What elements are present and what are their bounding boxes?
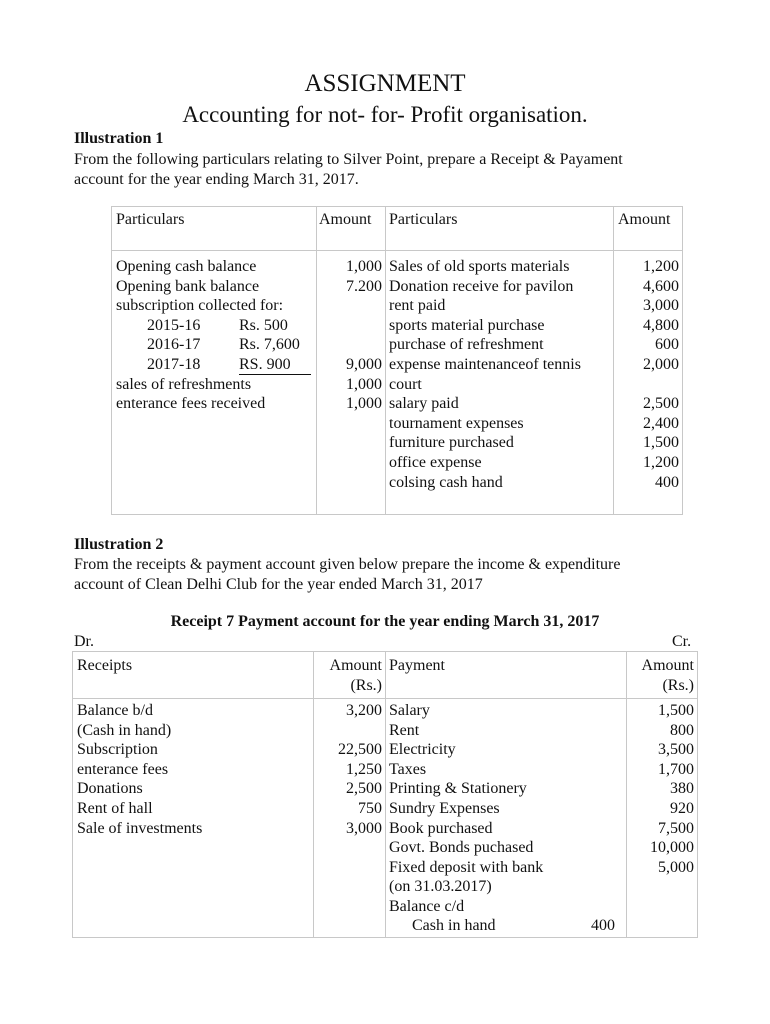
table-cell: 800 [670,721,694,739]
table-cell: 3,000 [346,819,382,837]
table-cell: 1,200 [643,453,679,471]
table-cell: 1,000 [346,395,382,413]
table-cell: sports material purchase [389,316,545,334]
table-cell: 920 [670,799,694,817]
table-cell: Sundry Expenses [389,799,500,817]
table-cell: 9,000 [346,355,382,373]
table-cell: 2016-17 [147,336,201,354]
table-cell: Sales of old sports materials [389,258,570,275]
illustration-2-label: Illustration 2 [74,536,164,553]
table-cell: colsing cash hand [389,473,503,491]
table-cell: enterance fees [77,760,169,778]
table-2-border-right [697,651,698,938]
cash-in-hand-amount: 400 [591,917,615,934]
illustration-1-text-line: From the following particulars relating to Silver Point, prepare a Receipt & Payament [74,151,623,168]
table-2-border-left [72,651,73,938]
table-cell: enterance fees received [116,395,266,413]
table-1-border-top [111,206,683,207]
table-1-border-bottom [111,514,683,515]
table-cell: furniture purchased [389,434,514,452]
table-1-header-divider [111,250,683,251]
debit-label: Dr. [74,633,94,650]
table-1-right-amounts [613,257,679,492]
table-cell: purchase of refreshment [389,336,544,354]
table-cell: Sale of investments [77,819,203,837]
table-1-header-amount: Amount [319,211,372,228]
table-1-border-right [682,206,683,515]
table-cell: 2015-16 [147,316,201,334]
table-1-right-particulars [389,257,581,492]
table-cell: Rent [389,721,420,739]
table-cell: 380 [670,780,694,798]
table-2-header-amount-label: Amount [641,657,694,674]
table-cell: 1,000 [346,258,382,275]
table-2-header-amount [313,656,382,695]
table-2-header-payment: Payment [389,657,445,674]
table-2-col-divider [385,651,386,938]
table-cell: 3,000 [643,297,679,315]
table-cell: 600 [655,336,679,354]
table-cell: 1,000 [346,375,382,393]
table-cell: 5,000 [658,858,694,876]
table-cell: 2,400 [643,414,679,432]
table-cell: Printing & Stationery [389,780,527,798]
table-cell: RS. 900 [239,355,311,375]
illustration-1-text [74,150,714,189]
table-cell: 3,200 [346,702,382,719]
table-cell: 7.200 [346,277,382,295]
table-cell: 4,800 [643,316,679,334]
table-cell: (on 31.03.2017) [389,878,492,896]
table-1-left-amounts [316,257,382,414]
table-cell: tournament expenses [389,414,524,432]
table-cell: expense maintenanceof tennis [389,355,581,373]
table-cell: Opening cash balance [116,258,257,275]
table-1-border-left [111,206,112,515]
table-cell: 2,500 [346,780,382,798]
table-2-receipts [77,701,202,838]
illustration-2-text [74,555,714,594]
cash-in-hand-label: Cash in hand [412,917,496,934]
table-2-payments [389,701,543,917]
table-cell: 750 [358,799,382,817]
table-cell: Balance c/d [389,897,465,915]
table-cell: Subscription [77,741,158,759]
table-cell: 2,500 [643,395,679,413]
table-2-header-receipts: Receipts [77,657,133,674]
table-cell: 22,500 [338,741,382,759]
table-cell: Balance b/d [77,702,153,719]
table-1-header-amount: Amount [618,211,671,228]
table-cell: subscription collected for: [116,297,284,315]
credit-label: Cr. [672,633,692,650]
table-1-col-divider [385,206,386,515]
table-cell: 2,000 [643,355,679,373]
table-2-header-amount [626,656,694,695]
table-2-payment-amounts [626,701,694,877]
table-cell: Taxes [389,760,427,778]
table-cell: 1,200 [643,258,679,275]
table-cell: (Cash in hand) [77,721,172,739]
table-1-sub-years [147,316,200,375]
table-cell: Fixed deposit with bank [389,858,544,876]
document-subtitle: Accounting for not- for- Profit organisation. [182,102,588,127]
table-cell: salary paid [389,395,459,413]
table-1-header-particulars: Particulars [116,211,185,228]
table-cell: Govt. Bonds puchased [389,839,534,857]
table-cell: office expense [389,453,482,471]
illustration-2-text-line: account of Clean Delhi Club for the year ended March 31, 2017 [74,575,483,593]
illustration-1-label: Illustration 1 [74,130,164,147]
illustration-1-text-line: account for the year ending March 31, 2017. [74,170,359,188]
table-1-sub-amounts [239,316,311,375]
document-title: ASSIGNMENT [304,70,466,97]
table-cell: 1,250 [346,760,382,778]
table-cell: Book purchased [389,819,493,837]
table-cell: Rent of hall [77,799,153,817]
illustration-2-text-line: From the receipts & payment account given below prepare the income & expenditure [74,556,621,573]
table-2-header-amount-unit: (Rs.) [662,676,694,694]
table-cell: 3,500 [658,741,694,759]
table-1-header-particulars: Particulars [389,211,458,228]
table-cell: 7,500 [658,819,694,837]
table-cell: 1,700 [658,760,694,778]
table-cell: sales of refreshments [116,375,252,393]
table-cell: Donations [77,780,143,798]
table-cell: 1,500 [643,434,679,452]
table-cell: 400 [655,473,679,491]
table-2-caption: Receipt 7 Payment account for the year ending March 31, 2017 [170,613,600,630]
table-cell: Electricity [389,741,456,759]
table-2-header-amount-label: Amount [329,657,382,674]
table-cell: court [389,375,422,393]
table-cell: 1,500 [658,702,694,719]
table-cell: Rs. 7,600 [239,336,300,354]
table-cell: Opening bank balance [116,277,260,295]
table-cell: 10,000 [650,839,694,857]
table-cell: rent paid [389,297,446,315]
table-cell: Donation receive for pavilon [389,277,574,295]
table-cell: Rs. 500 [239,316,288,334]
table-2-receipt-amounts [313,701,382,838]
table-cell: 2017-18 [147,355,201,373]
table-cell: 4,600 [643,277,679,295]
table-cell: Salary [389,702,430,719]
table-2-header-amount-unit: (Rs.) [350,676,382,694]
